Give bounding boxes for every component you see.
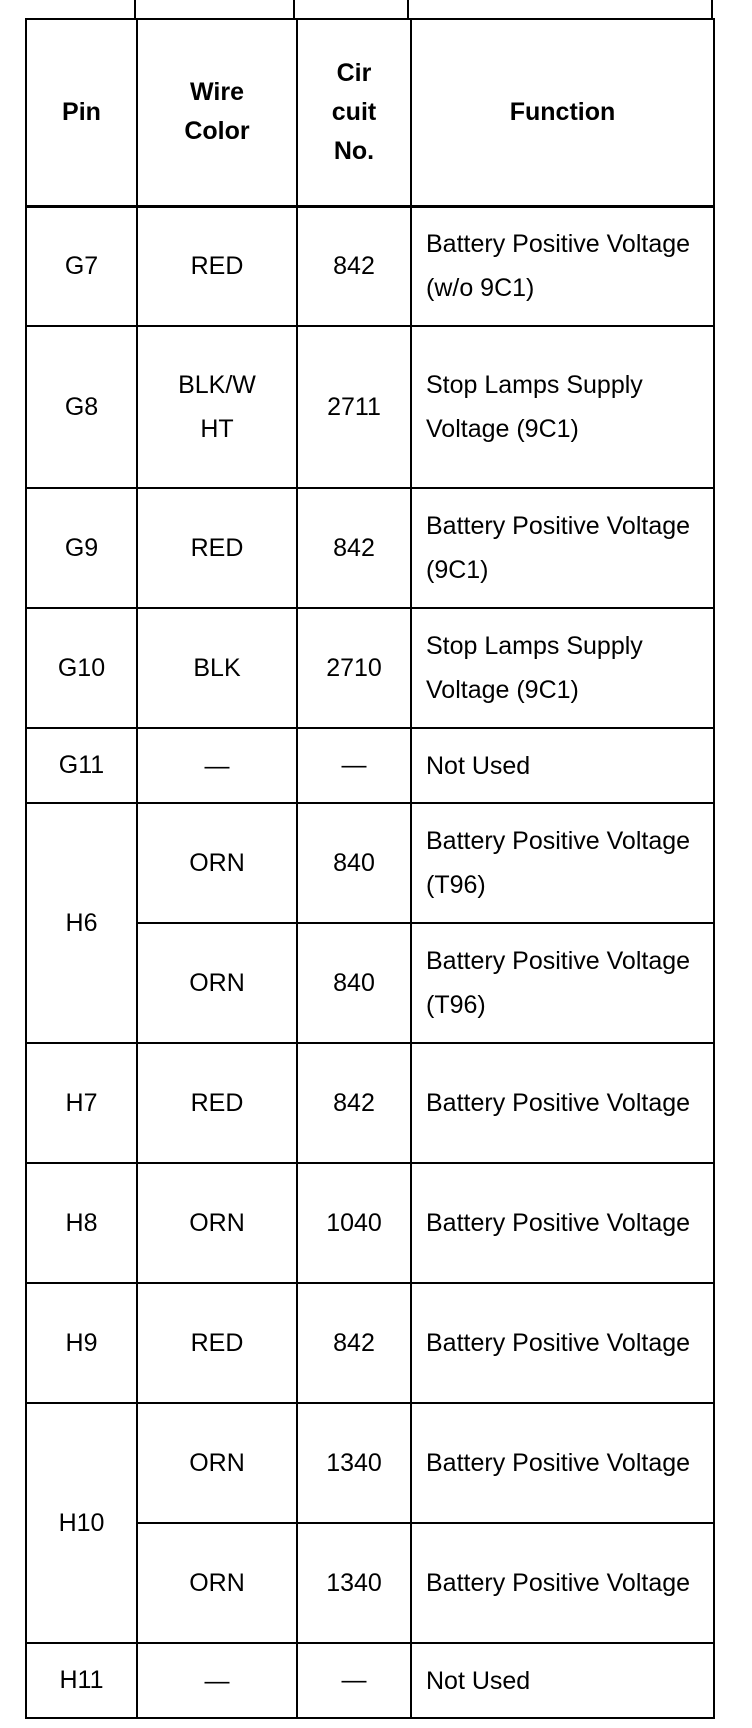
circuit-cell: — — [297, 728, 411, 803]
function-cell: Stop Lamps Supply Voltage (9C1) — [411, 326, 714, 488]
table-row — [26, 728, 714, 803]
wire-color-cell: ORN — [137, 1163, 297, 1283]
wire-color-cell: — — [137, 728, 297, 803]
circuit-cell: 840 — [297, 803, 411, 923]
pin-cell: H8 — [26, 1163, 137, 1283]
function-cell: Battery Positive Voltage (T96) — [411, 923, 714, 1043]
header-row — [26, 19, 714, 206]
pin-cell: G7 — [26, 206, 137, 326]
table-row — [26, 1403, 714, 1523]
wire-color-cell: ORN — [137, 1523, 297, 1643]
wire-color-cell: RED — [137, 1043, 297, 1163]
table-row — [26, 1163, 714, 1283]
column-line-stub-4 — [711, 0, 713, 18]
circuit-cell: 1340 — [297, 1523, 411, 1643]
circuit-cell: 2711 — [297, 326, 411, 488]
pin-cell: H7 — [26, 1043, 137, 1163]
pin-cell: H6 — [26, 803, 137, 1043]
column-line-stub-3 — [407, 0, 409, 18]
function-cell: Battery Positive Voltage — [411, 1043, 714, 1163]
function-cell: Battery Positive Voltage (9C1) — [411, 488, 714, 608]
circuit-cell: 842 — [297, 206, 411, 326]
circuit-cell: 842 — [297, 488, 411, 608]
pin-cell: G8 — [26, 326, 137, 488]
pin-cell: H10 — [26, 1403, 137, 1643]
table-row — [26, 206, 714, 326]
table-row — [26, 1043, 714, 1163]
table-row — [26, 488, 714, 608]
wire-color-cell: RED — [137, 206, 297, 326]
function-cell: Battery Positive Voltage (w/o 9C1) — [411, 206, 714, 326]
wire-color-cell: ORN — [137, 923, 297, 1043]
header-circuit-no: Cir cuit No. — [297, 19, 411, 206]
function-cell: Not Used — [411, 1643, 714, 1718]
table-row — [26, 1643, 714, 1718]
wire-color-cell: RED — [137, 488, 297, 608]
wire-color-cell: RED — [137, 1283, 297, 1403]
pin-cell: H11 — [26, 1643, 137, 1718]
column-line-stub-2 — [293, 0, 295, 18]
circuit-cell: 1340 — [297, 1403, 411, 1523]
header-pin: Pin — [26, 19, 137, 206]
header-wire-color: Wire Color — [137, 19, 297, 206]
function-cell: Battery Positive Voltage (T96) — [411, 803, 714, 923]
circuit-cell: 1040 — [297, 1163, 411, 1283]
table-row — [26, 326, 714, 488]
function-cell: Not Used — [411, 728, 714, 803]
pin-cell: G9 — [26, 488, 137, 608]
circuit-cell: 2710 — [297, 608, 411, 728]
function-cell: Battery Positive Voltage — [411, 1283, 714, 1403]
wire-color-cell: BLK — [137, 608, 297, 728]
wire-color-cell: — — [137, 1643, 297, 1718]
connector-pin-table — [25, 18, 715, 1719]
circuit-cell: 840 — [297, 923, 411, 1043]
pin-cell: G10 — [26, 608, 137, 728]
function-cell: Stop Lamps Supply Voltage (9C1) — [411, 608, 714, 728]
table-row — [26, 803, 714, 923]
wire-color-cell: ORN — [137, 1403, 297, 1523]
column-line-stub-1 — [134, 0, 136, 18]
wire-color-cell: BLK/W HT — [137, 326, 297, 488]
function-cell: Battery Positive Voltage — [411, 1403, 714, 1523]
circuit-cell: 842 — [297, 1043, 411, 1163]
header-function: Function — [411, 19, 714, 206]
pin-cell: G11 — [26, 728, 137, 803]
wire-color-cell: ORN — [137, 803, 297, 923]
table-row — [26, 608, 714, 728]
function-cell: Battery Positive Voltage — [411, 1523, 714, 1643]
function-cell: Battery Positive Voltage — [411, 1163, 714, 1283]
circuit-cell: — — [297, 1643, 411, 1718]
pin-cell: H9 — [26, 1283, 137, 1403]
table-row — [26, 1283, 714, 1403]
circuit-cell: 842 — [297, 1283, 411, 1403]
